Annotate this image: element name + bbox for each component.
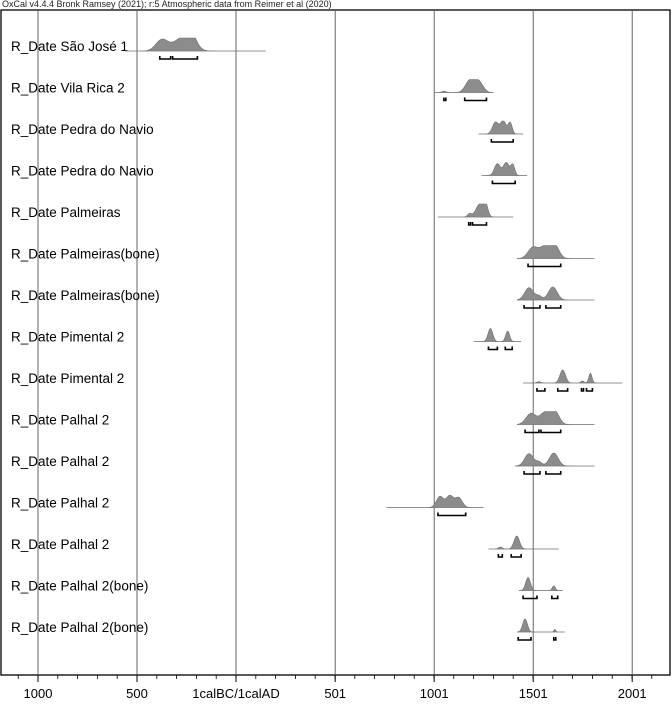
row-label: R_Date Palhal 2 (11, 495, 110, 511)
hpd-range-bracket (546, 471, 561, 474)
x-axis-ticks (18, 675, 652, 701)
row-label: R_Date Palhal 2 (11, 454, 110, 469)
tick-label: 1000 (23, 686, 53, 701)
tick-label: 1calBC/1calAD (192, 686, 280, 701)
probability-distribution (438, 204, 513, 217)
hpd-range-bracket (537, 388, 545, 391)
hpd-range-bracket (582, 388, 584, 391)
probability-distribution (474, 329, 522, 342)
hpd-range-bracket (518, 637, 531, 640)
hpd-range-bracket (554, 637, 556, 640)
date-row (11, 287, 594, 308)
row-label: R_Date Palhal 2(bone) (11, 620, 149, 635)
row-label: R_Date Palhal 2 (11, 537, 110, 552)
probability-distribution (386, 495, 483, 507)
hpd-range-bracket (524, 471, 540, 474)
probability-distribution (517, 246, 594, 259)
hpd-range-bracket (511, 554, 521, 557)
date-row (11, 453, 594, 474)
row-label: R_Date Palmeiras(bone) (11, 288, 160, 303)
hpd-range-bracket (505, 347, 512, 350)
hpd-range-bracket (469, 222, 471, 225)
hpd-range-bracket (546, 305, 561, 308)
hpd-range-bracket (552, 596, 558, 599)
hpd-range-bracket (465, 98, 487, 101)
date-row (11, 578, 563, 599)
tick-label: 2001 (617, 686, 647, 701)
hpd-range-bracket (491, 139, 513, 142)
date-row (11, 163, 527, 184)
hpd-range-bracket (160, 56, 171, 59)
date-row (11, 370, 622, 391)
date-row (11, 80, 493, 101)
row-label: R_Date Pimental 2 (11, 329, 125, 345)
date-row (11, 495, 484, 515)
row-label: R_Date Palhal 2 (11, 412, 110, 428)
probability-distribution (515, 453, 594, 466)
date-rows (11, 38, 622, 640)
probability-distribution (517, 619, 565, 632)
date-row (11, 412, 594, 433)
row-label: R_Date São José 1 (11, 39, 129, 54)
probability-distribution (519, 578, 563, 591)
row-label: R_Date Pedra do Navio (11, 122, 154, 137)
row-label: R_Date Palmeiras(bone) (11, 246, 160, 262)
probability-distribution (488, 536, 558, 549)
probability-distribution (434, 80, 493, 93)
probability-distribution (479, 121, 524, 134)
date-row (11, 204, 513, 225)
oxcal-credit: OxCal v4.4.4 Bronk Ramsey (2021); r:5 Atmospheric data from Reimer et al (2020) (2, 0, 332, 9)
date-row (11, 536, 559, 557)
date-row (11, 38, 266, 59)
hpd-range-bracket (523, 596, 537, 599)
gridlines (38, 10, 632, 675)
hpd-range-bracket (488, 347, 497, 350)
tick-label: 1501 (518, 686, 548, 701)
hpd-range-bracket (586, 388, 592, 391)
date-row (11, 246, 594, 267)
row-label: R_Date Vila Rica 2 (11, 80, 125, 96)
tick-label: 501 (324, 686, 347, 701)
probability-distribution (517, 287, 594, 300)
row-label: R_Date Palmeiras (11, 205, 121, 220)
hpd-range-bracket (473, 222, 487, 225)
hpd-range-bracket (492, 181, 515, 184)
probability-distribution (125, 38, 266, 51)
hpd-range-bracket (173, 56, 198, 59)
hpd-range-bracket (525, 430, 539, 433)
date-row (11, 329, 521, 350)
tick-label: 1001 (419, 686, 449, 701)
probability-distribution (517, 412, 594, 425)
row-label: R_Date Pedra do Navio (11, 163, 154, 179)
hpd-range-bracket (558, 388, 568, 391)
date-row (11, 619, 565, 640)
hpd-range-bracket (498, 554, 502, 557)
hpd-range-bracket (524, 305, 540, 308)
row-label: R_Date Pimental 2 (11, 371, 125, 386)
tick-label: 500 (126, 686, 148, 701)
hpd-range-bracket (444, 98, 446, 101)
hpd-range-bracket (438, 513, 466, 516)
probability-distribution (523, 370, 622, 383)
hpd-range-bracket (541, 430, 561, 433)
date-row (11, 121, 523, 142)
probability-distribution (482, 163, 528, 176)
row-label: R_Date Palhal 2(bone) (11, 578, 149, 594)
